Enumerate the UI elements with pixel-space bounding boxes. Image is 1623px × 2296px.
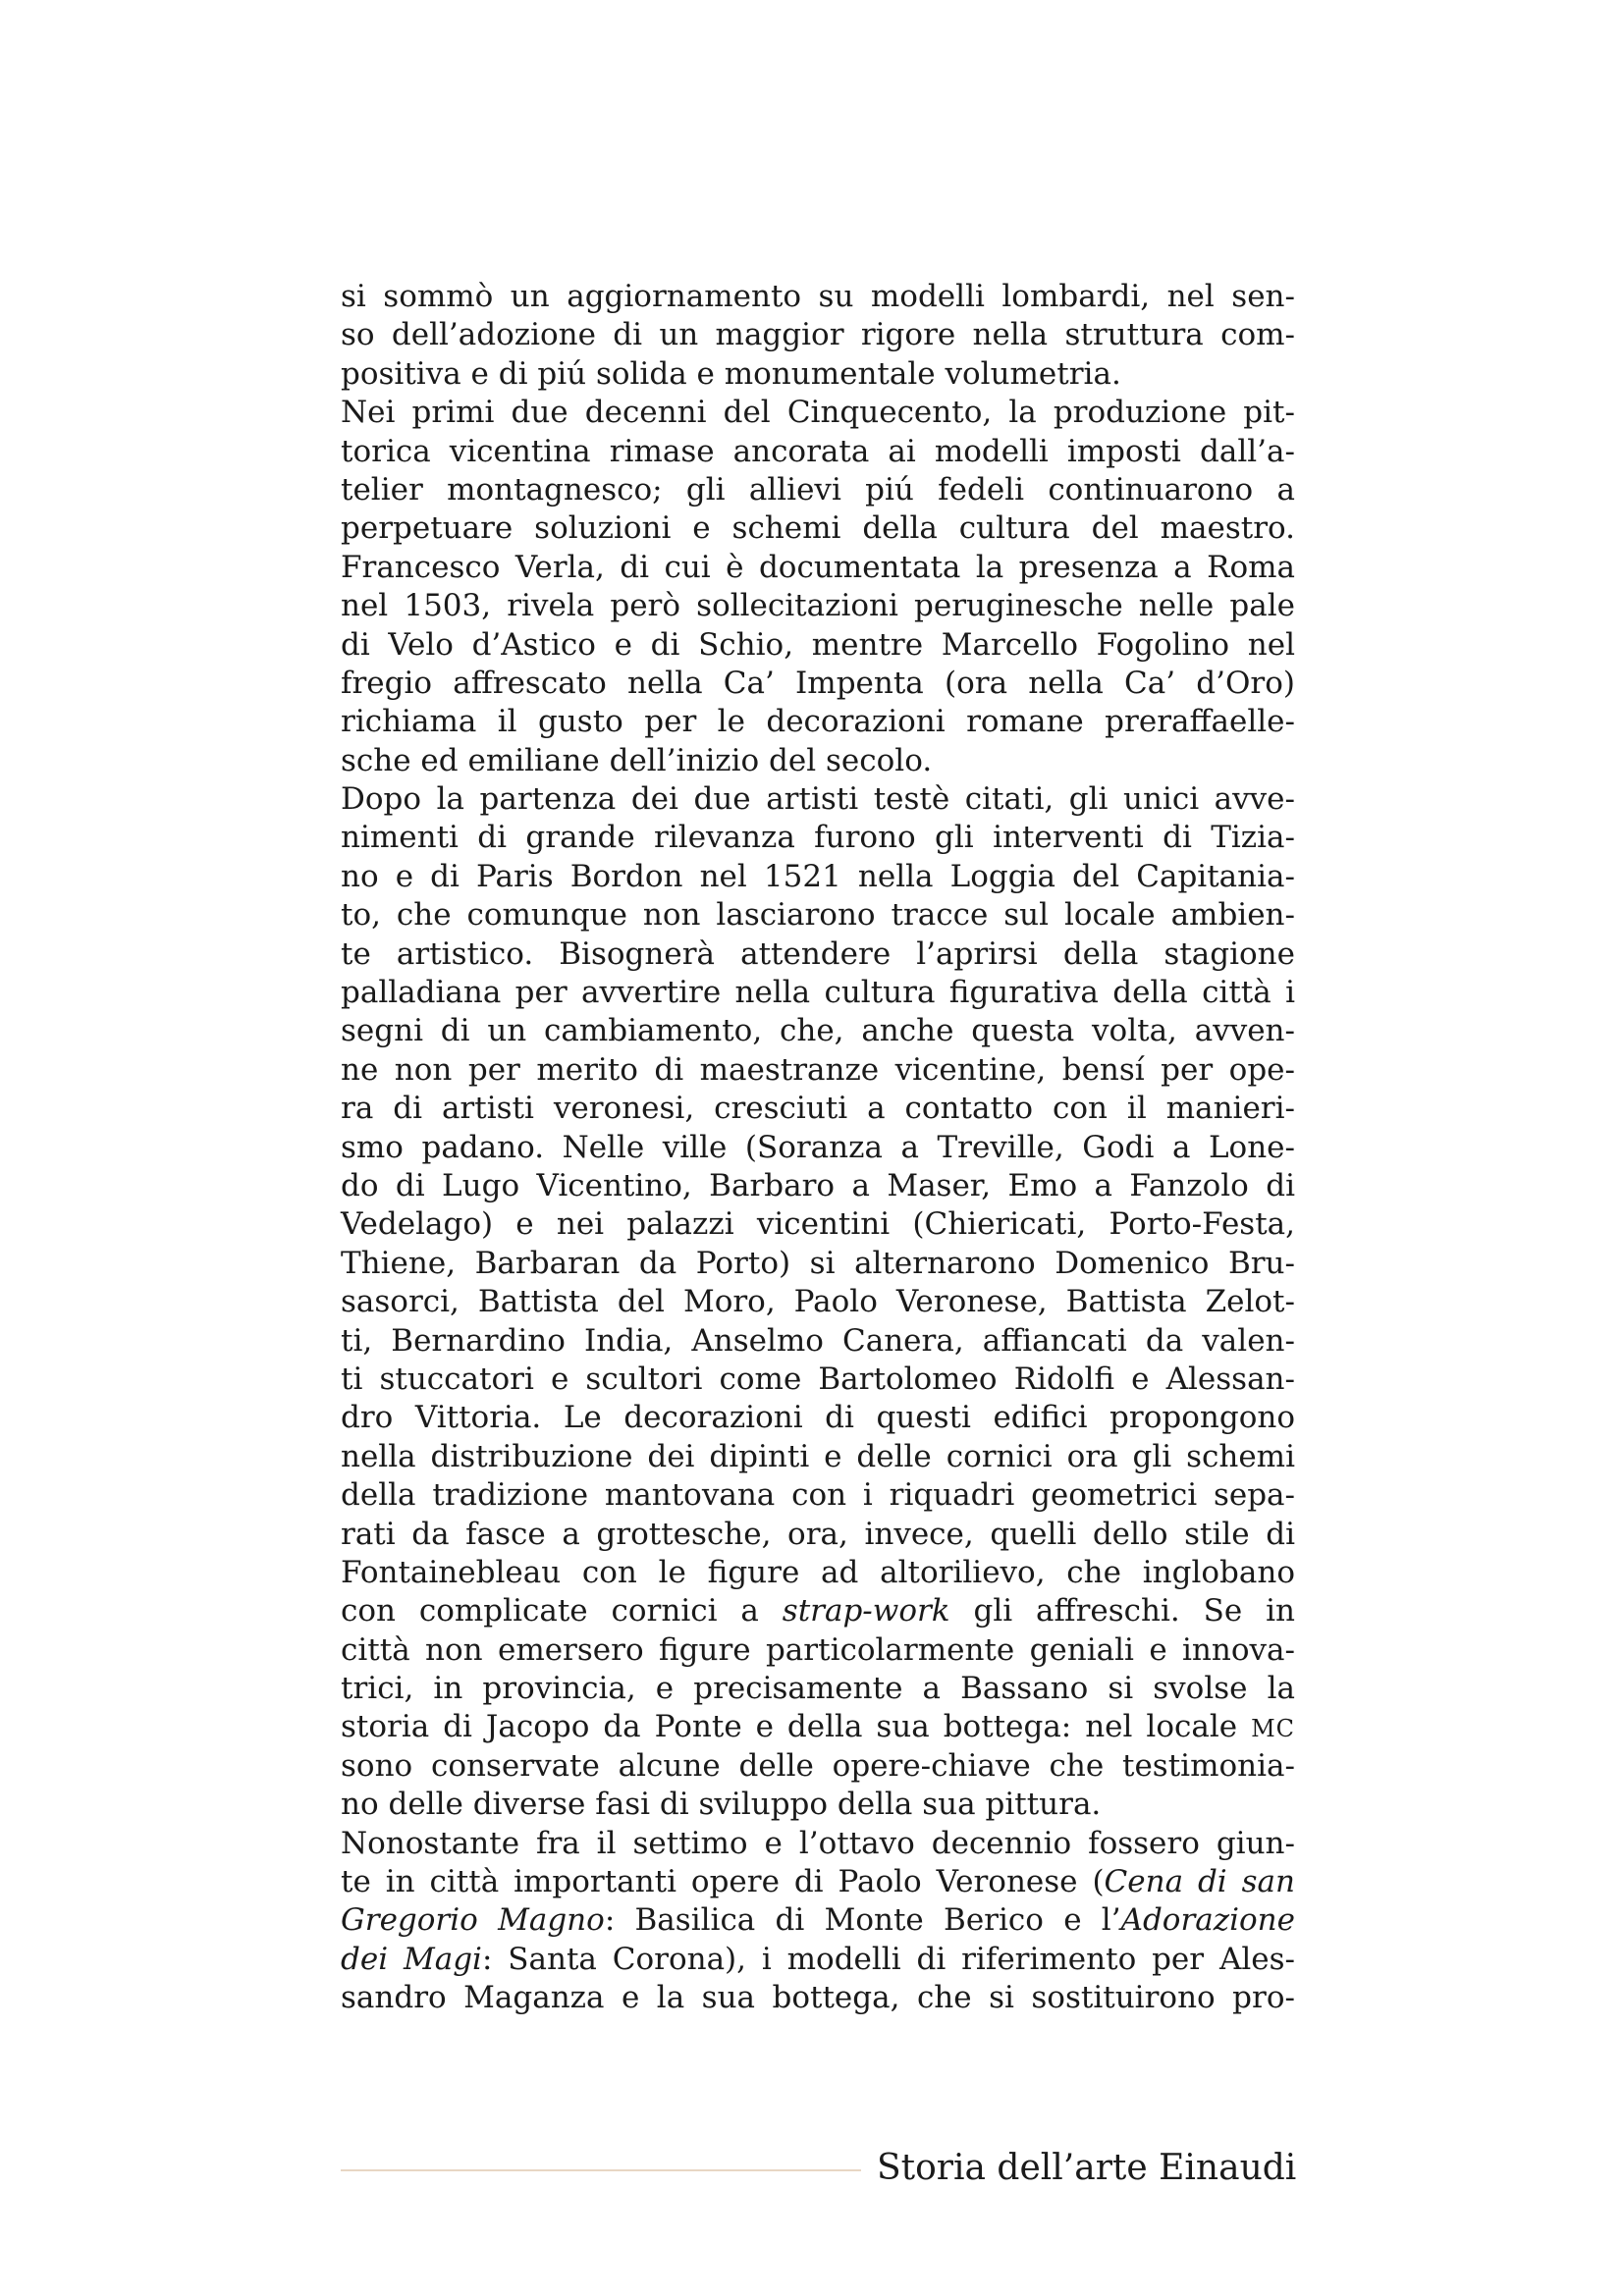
- text-line: ti stuccatori e scultori come Bartolomeo Ridolfi e Alessan-: [341, 1361, 1295, 1397]
- text-line: fregio affrescato nella Ca’ Impenta (ora nella Ca’ d’Oro): [341, 665, 1295, 701]
- text-segment: storia di Jacopo da Ponte e della sua bottega: nel locale: [341, 1709, 1252, 1745]
- text-line: Thiene, Barbaran da Porto) si alternarono Domenico Bru-: [341, 1245, 1295, 1281]
- body-text: [341, 278, 1295, 2018]
- text-line: Nei primi due decenni del Cinquecento, la produzione pit-: [341, 395, 1295, 431]
- text-line: nella distribuzione dei dipinti e delle cornici ora gli schemi: [341, 1438, 1295, 1474]
- text-segment: strap-work: [782, 1593, 950, 1629]
- text-line: rati da fasce a grottesche, ora, invece, quelli dello stile di: [341, 1516, 1295, 1552]
- text-line: no e di Paris Bordon nel 1521 nella Loggia del Capitania-: [341, 858, 1295, 894]
- text-line: dro Vittoria. Le decorazioni di questi edifici propongono: [341, 1400, 1295, 1436]
- text-segment: Adorazione: [1120, 1902, 1295, 1939]
- text-line: Fontainebleau con le figure ad altorilievo, che inglobano: [341, 1554, 1295, 1590]
- text-line: Francesco Verla, di cui è documentata la presenza a Roma: [341, 549, 1295, 585]
- text-line: richiama il gusto per le decorazioni romane preraffaelle-: [341, 704, 1295, 740]
- text-line: si sommò un aggiornamento su modelli lombardi, nel sen-: [341, 279, 1295, 314]
- text-line: Vedelago) e nei palazzi vicentini (Chiericati, Porto-Festa,: [341, 1206, 1295, 1243]
- text-line: [341, 1901, 1295, 1940]
- text-line: sche ed emiliane dell’inizio del secolo.: [341, 742, 933, 778]
- text-segment: : Santa Corona), i modelli di riferimento per Ales-: [481, 1941, 1295, 1977]
- text-segment: dei Magi: [341, 1941, 482, 1977]
- text-line: te artistico. Bisognerà attendere l’aprirsi della stagione: [341, 935, 1295, 972]
- text-line: nimenti di grande rilevanza furono gli interventi di Tizia-: [341, 820, 1295, 856]
- text-segment: Cena di san: [1104, 1864, 1295, 1900]
- text-line: do di Lugo Vicentino, Barbaro a Maser, Emo a Fanzolo di: [341, 1167, 1295, 1203]
- text-line: smo padano. Nelle ville (Soranza a Treville, Godi a Lone-: [341, 1129, 1295, 1165]
- footer-rule: [341, 2169, 861, 2171]
- text-line: Nonostante fra il settimo e l’ottavo decennio fossero giun-: [341, 1825, 1295, 1861]
- text-line: città non emersero figure particolarmente geniali e innova-: [341, 1631, 1295, 1668]
- text-line: positiva e di piú solida e monumentale volumetria.: [341, 355, 1121, 392]
- text-line: telier montagnesco; gli allievi piú fedeli continuarono a: [341, 471, 1295, 507]
- text-line: to, che comunque non lasciarono tracce sul locale ambien-: [341, 897, 1295, 934]
- text-line: [341, 1863, 1295, 1901]
- text-segment: gli affreschi. Se in: [949, 1593, 1295, 1629]
- text-line: no delle diverse fasi di sviluppo della sua pittura.: [341, 1787, 1102, 1823]
- text-line: di Velo d’Astico e di Schio, mentre Marcello Fogolino nel: [341, 626, 1295, 663]
- text-line: so dell’adozione di un maggior rigore nella struttura com-: [341, 317, 1295, 353]
- text-line: perpetuare soluzioni e schemi della cultura del maestro.: [341, 510, 1295, 547]
- text-line: ra di artisti veronesi, cresciuti a contatto con il manieri-: [341, 1091, 1295, 1127]
- text-line: torica vicentina rimase ancorata ai modelli imposti dall’a-: [341, 433, 1295, 469]
- text-line: [341, 1941, 1295, 1979]
- text-line: segni di un cambiamento, che, anche questa volta, avven-: [341, 1013, 1295, 1049]
- text-segment: te in città importanti opere di Paolo Veronese (: [341, 1864, 1105, 1900]
- text-line: sandro Maganza e la sua bottega, che si sostituirono pro-: [341, 1980, 1295, 2016]
- text-line: palladiana per avvertire nella cultura figurativa della città i: [341, 975, 1295, 1011]
- text-line: nel 1503, rivela però sollecitazioni peruginesche nelle pale: [341, 588, 1295, 624]
- text-line: ti, Bernardino India, Anselmo Canera, affiancati da valen-: [341, 1322, 1295, 1359]
- text-line: sasorci, Battista del Moro, Paolo Veronese, Battista Zelot-: [341, 1284, 1295, 1320]
- text-segment: MC: [1251, 1715, 1295, 1743]
- text-line: sono conservate alcune delle opere-chiave che testimonia-: [341, 1747, 1295, 1784]
- text-line: della tradizione mantovana con i riquadri geometrici sepa-: [341, 1477, 1295, 1514]
- text-line: Dopo la partenza dei due artisti testè citati, gli unici avve-: [341, 781, 1295, 818]
- text-segment: : Basilica di Monte Berico e l’: [604, 1902, 1121, 1939]
- text-line: trici, in provincia, e precisamente a Bassano si svolse la: [341, 1671, 1295, 1707]
- footer-title: Storia dell’arte Einaudi: [877, 2148, 1297, 2188]
- text-line: [341, 1592, 1295, 1630]
- text-segment: Gregorio Magno: [341, 1902, 605, 1939]
- text-line: ne non per merito di maestranze vicentine, bensí per ope-: [341, 1051, 1295, 1088]
- text-segment: con complicate cornici a: [341, 1593, 783, 1629]
- text-line: [341, 1708, 1295, 1746]
